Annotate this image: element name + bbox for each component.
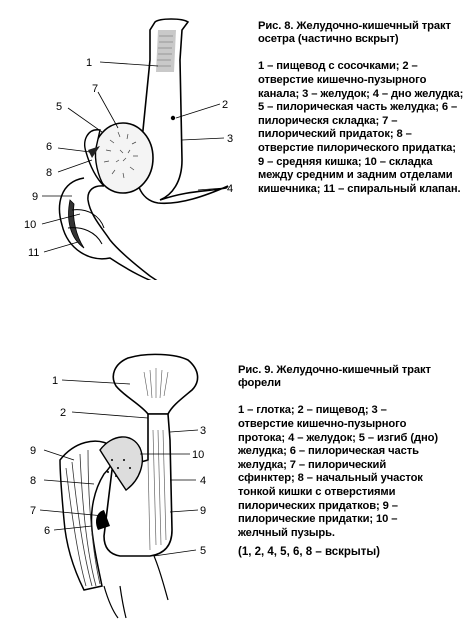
fig8-label-8: 8: [46, 167, 53, 179]
fig8-label-6: 6: [46, 141, 53, 153]
fig8-label-9: 9: [32, 191, 39, 203]
figure-9-caption: [238, 350, 444, 540]
fig9-label-7: 7: [30, 505, 37, 517]
fig9-label-5: 5: [200, 545, 207, 557]
fig9-label-6: 6: [44, 525, 51, 537]
fig8-label-3: 3: [227, 133, 234, 145]
pharynx: [113, 354, 197, 414]
fig9-label-9-left: 9: [30, 445, 37, 457]
fig8-label-7: 7: [92, 83, 99, 95]
figure-8-drawing: [0, 0, 250, 280]
fig9-label-8: 8: [30, 475, 37, 487]
fig8-label-11: 11: [28, 247, 40, 259]
figure-8-caption: [258, 6, 464, 196]
figure-8-caption-title: Рис. 8. Желудочно-кишечный тракт осетра (частично вскрыт): [258, 19, 451, 46]
fig8-label-1: 1: [86, 57, 93, 69]
figure-9-drawing: [0, 350, 240, 620]
fig9-label-1: 1: [52, 375, 59, 387]
fig9-label-2: 2: [60, 407, 67, 419]
fig9-label-10: 10: [192, 449, 205, 461]
fig8-label-4: 4: [227, 183, 234, 195]
fig9-label-4: 4: [200, 475, 207, 487]
figure-9-note: (1, 2, 4, 5, 6, 8 – вскрыты): [238, 546, 381, 558]
esophagus-stomach-outline: [137, 19, 228, 203]
fig8-label-10: 10: [24, 219, 37, 231]
fig8-label-2: 2: [222, 99, 229, 111]
esophagus-stomach: [104, 414, 172, 556]
fig9-label-9-right: 9: [200, 505, 207, 517]
fig9-label-3: 3: [200, 425, 207, 437]
bile-duct-opening: [171, 116, 175, 120]
fig8-label-5: 5: [56, 101, 63, 113]
figure-9-caption-title: Рис. 9. Желудочно-кишечный тракт форели: [238, 363, 431, 390]
figure-9-caption-body: 1 – глотка; 2 – пищевод; 3 – отверстие кишечно-пузырного протока; 4 – желудок; 5 – изгиб (дно) желудка; 6 – пилорическая часть желудка; 7 – пилорический сфинктер; 8 – начальный участок тонкой кишки с отверстиями пилорических придатков; 9 – пилорические придатки; 10 – желчный пузырь.: [238, 404, 439, 539]
figure-8-caption-body: 1 – пищевод с сосочками; 2 – отверстие кишечно-пузырного канала; 3 – желудок; 4 – дно желудка; 5 – пилорическая часть желудка; 6 – пилорическя складка; 7 – пилорический придаток; 8 – отверстие пилорического придатка; 9 – средняя кишка; 10 – складка между средним и задним отделами кишечника; 11 – спиральный клапан.: [258, 60, 464, 195]
